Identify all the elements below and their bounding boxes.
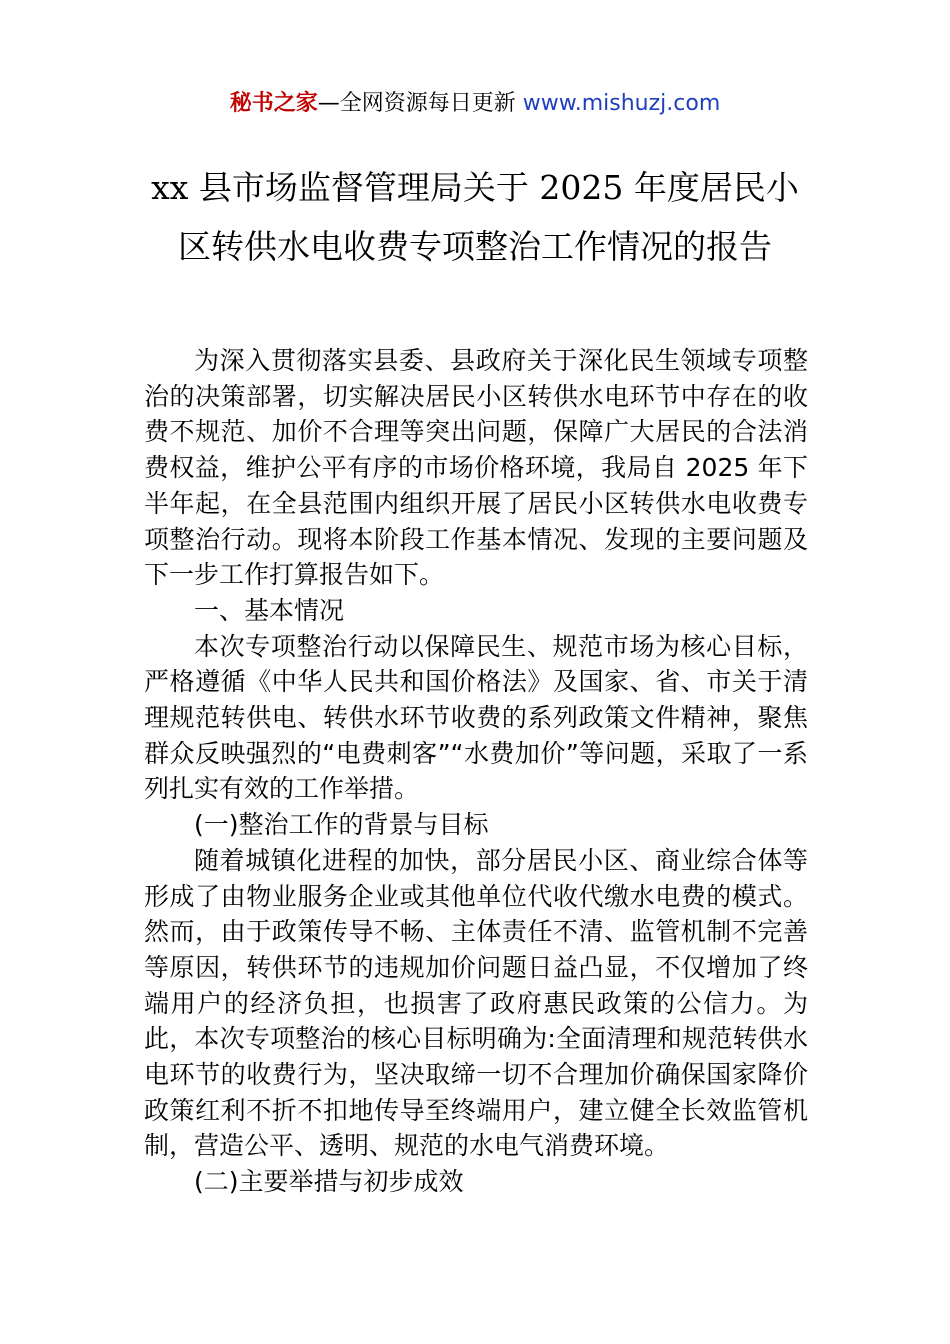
document-title [120,158,830,276]
basic-situation-paragraph: 本次专项整治行动以保障民生、规范市场为核心目标，严格遵循《中华人民共和国价格法》及国家、省、市关于清理规范转供电、转供水环节收费的系列政策文件精神，聚焦群众反映强烈的“电费刺客”“水费加价”等问题，采取了一系列扎实有效的工作举措。 [144,631,808,804]
subsection-heading-measures: (二)主要举措与初步成效 [194,1167,464,1197]
site-header [0,88,950,120]
intro-paragraph: 为深入贯彻落实县委、县政府关于深化民生领域专项整治的决策部署，切实解决居民小区转供水电环节中存在的收费不规范、加价不合理等突出问题，保障广大居民的合法消费权益，维护公平有序的市场价格环境，我局自 2025 年下半年起，在全县范围内组织开展了居民小区转供水电收费专项整治行动。现将本阶段工作基本情况、发现的主要问题及下一步工作打算报告如下。 [144,346,808,590]
title-line-1: xx 县市场监督管理局关于 2025 年度居民小 [151,168,799,207]
section-heading-basic-situation: 一、基本情况 [194,595,345,625]
header-tagline: —全网资源每日更新 [317,91,523,116]
brand-name: 秘书之家 [229,91,318,116]
background-paragraph: 随着城镇化进程的加快，部分居民小区、商业综合体等形成了由物业服务企业或其他单位代收代缴水电费的模式。然而，由于政策传导不畅、主体责任不清、监管机制不完善等原因，转供环节的违规加价问题日益凸显，不仅增加了终端用户的经济负担，也损害了政府惠民政策的公信力。为此，本次专项整治的核心目标明确为:全面清理和规范转供水电环节的收费行为，坚决取缔一切不合理加价确保国家降价政策红利不折不扣地传导至终端用户，建立健全长效监管机制，营造公平、透明、规范的水电气消费环境。 [144,845,808,1161]
site-url-link[interactable]: www.mishuzj.com [522,91,721,116]
title-line-2: 区转供水电收费专项整治工作情况的报告 [178,227,772,266]
document-body [144,343,808,1200]
subsection-heading-background: (一)整治工作的背景与目标 [194,810,489,840]
